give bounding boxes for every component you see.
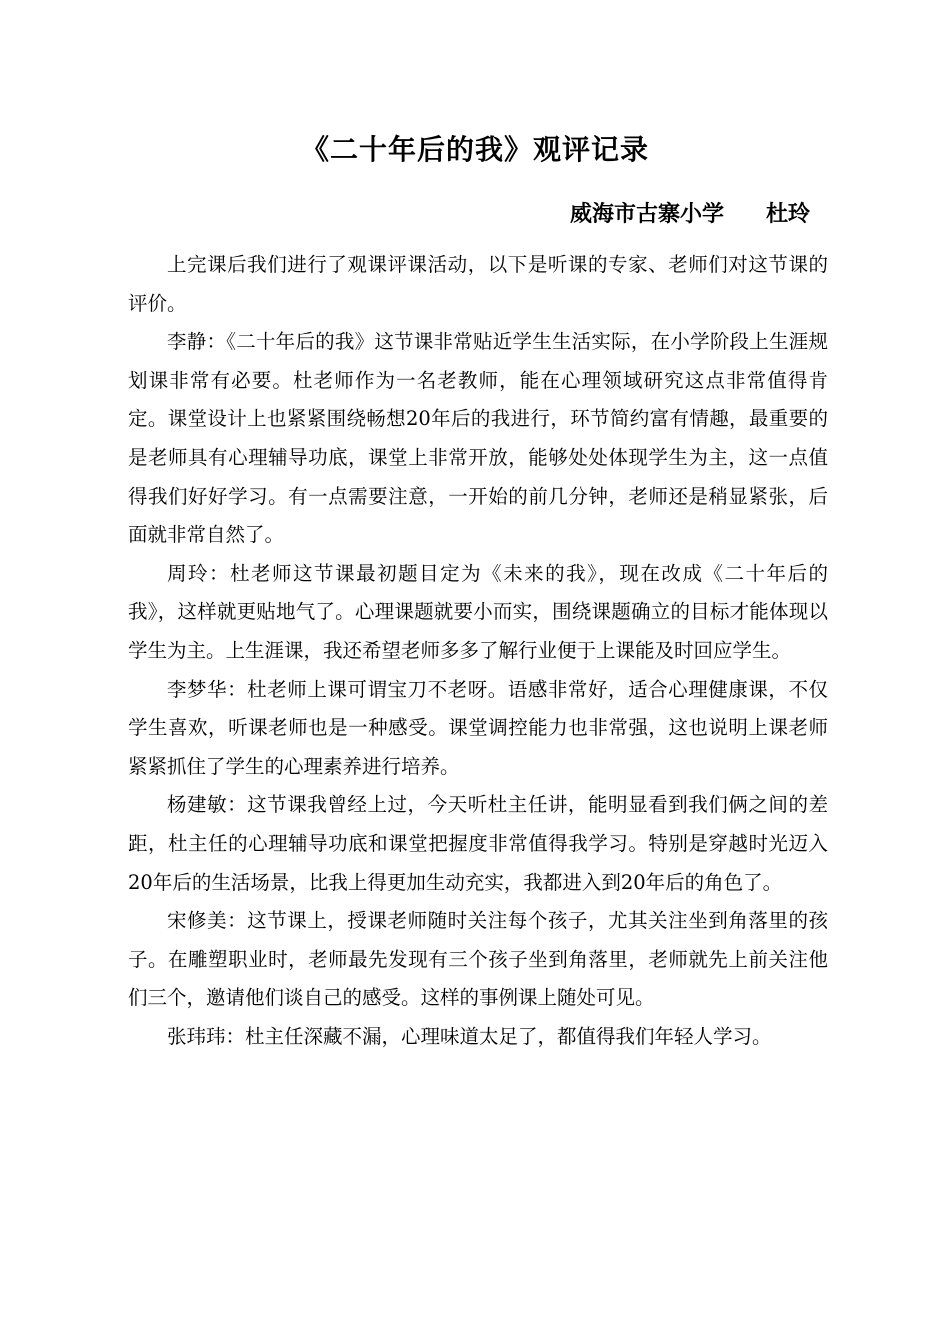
paragraph-comment-li-jing: 李静：《二十年后的我》这节课非常贴近学生生活实际，在小学阶段上生涯规划课非常有必要。杜老师作为一名老教师，能在心理领域研究这点非常值得肯定。课堂设计上也紧紧围绕畅想20年后的我进行，环节简约富有情趣，最重要的是老师具有心理辅导功底，课堂上非常开放，能够处处体现学生为主，这一点值得我们好好学习。有一点需要注意，一开始的前几分钟，老师还是稍显紧张，后面就非常自然了。 <box>128 330 828 547</box>
document-body <box>128 246 828 1056</box>
paragraph-comment-zhang-weiwei: 张玮玮：杜主任深藏不漏，心理味道太足了，都值得我们年轻人学习。 <box>167 1024 772 1048</box>
paragraph-intro: 上完课后我们进行了观课评课活动，以下是听课的专家、老师们对这节课的评价。 <box>128 253 828 315</box>
paragraph-comment-li-menghua: 李梦华：杜老师上课可谓宝刀不老呀。语感非常好，适合心理健康课，不仅学生喜欢，听课老师也是一种感受。课堂调控能力也非常强，这也说明上课老师紧紧抓住了学生的心理素养进行培养。 <box>128 677 828 778</box>
paragraph-comment-song-xiumei: 宋修美：这节课上，授课老师随时关注每个孩子，尤其关注坐到角落里的孩子。在雕塑职业时，老师最先发现有三个孩子坐到角落里，老师就先上前关注他们三个，邀请他们谈自己的感受。这样的事例课上随处可见。 <box>128 909 828 1010</box>
school-name: 威海市古寨小学 <box>569 201 724 227</box>
paragraph-comment-zhou-ling: 周玲：杜老师这节课最初题目定为《未来的我》，现在改成《二十年后的我》，这样就更贴地气了。心理课题就要小而实，围绕课题确立的目标才能体现以学生为主。上生涯课，我还希望老师多多了解行业便于上课能及时回应学生。 <box>128 561 828 662</box>
paragraph-comment-yang-jianmin: 杨建敏：这节课我曾经上过，今天听杜主任讲，能明显看到我们俩之间的差距，杜主任的心理辅导功底和课堂把握度非常值得我学习。特别是穿越时光迈入20年后的生活场景，比我上得更加生动充实，我都进入到20年后的角色了。 <box>128 793 828 894</box>
author-name: 杜玲 <box>765 201 810 227</box>
author-line <box>570 196 810 232</box>
document-title: 《二十年后的我》观评记录 <box>300 133 649 166</box>
